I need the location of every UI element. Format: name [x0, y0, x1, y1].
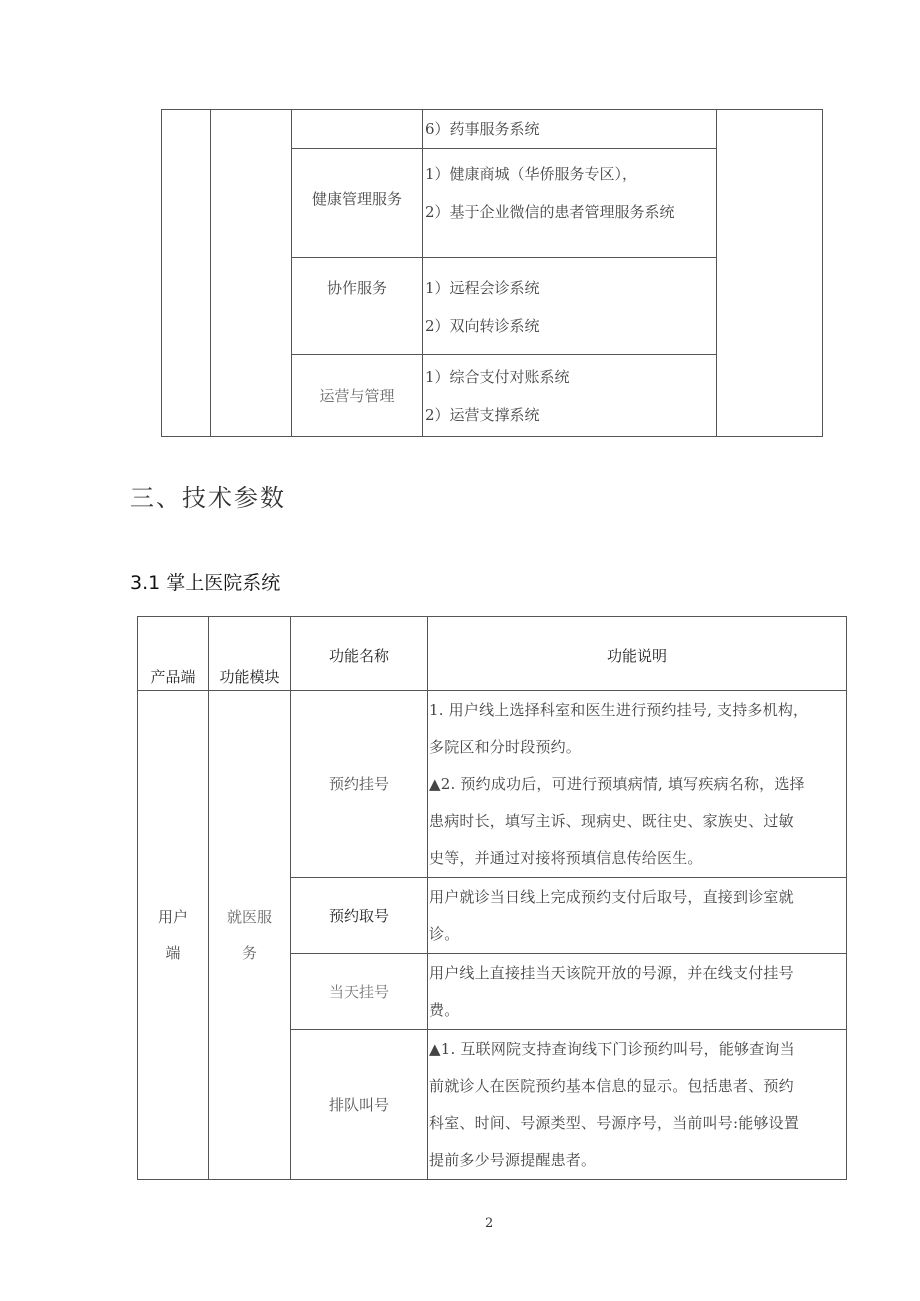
function-desc	[428, 1030, 847, 1180]
spec-table	[137, 616, 847, 1180]
desc-line: ▲2. 预约成功后，可进行预填病情, 填写疾病名称，选择	[429, 775, 805, 793]
desc-line: 提前多少号源提醒患者。	[429, 1151, 597, 1169]
product-cell	[138, 691, 209, 1180]
items-cell	[423, 149, 717, 258]
header-function-desc: 功能说明	[428, 617, 847, 691]
item-line: 2）基于企业微信的患者管理服务系统	[425, 203, 675, 221]
item-line: 2）运营支撑系统	[425, 405, 540, 424]
module-line: 务	[241, 944, 257, 962]
item-line: 1）健康商城（华侨服务专区），	[425, 165, 638, 183]
desc-line: 诊。	[429, 925, 460, 943]
desc-line: 患病时长，填写主诉、现病史、既往史、家族史、过敏	[429, 812, 794, 830]
desc-line: 史等，并通过对接将预填信息传给医生。	[429, 849, 703, 867]
items-cell	[423, 110, 717, 149]
header-product: 产品端	[138, 617, 209, 691]
module-cell: 协作服务	[292, 258, 423, 355]
desc-line: 1. 用户线上选择科室和医生进行预约挂号, 支持多机构，	[429, 701, 809, 719]
product-line: 用户	[157, 908, 188, 926]
desc-line: 科室、时间、号源类型、号源序号，当前叫号:能够设置	[429, 1114, 800, 1132]
desc-line: 费。	[429, 1001, 460, 1019]
desc-line: 多院区和分时段预约。	[429, 738, 582, 756]
section-heading: 三、技术参数	[130, 484, 286, 512]
item-line: 1）远程会诊系统	[425, 279, 540, 297]
empty-cell	[717, 110, 823, 437]
header-function-name: 功能名称	[291, 617, 428, 691]
upper-table	[161, 109, 823, 437]
module-cell	[292, 110, 423, 149]
function-name: 预约取号	[291, 878, 428, 954]
empty-cell	[162, 110, 211, 437]
module-cell: 运营与管理	[292, 355, 423, 437]
desc-line: ▲1. 互联网院支持查询线下门诊预约叫号，能够查询当	[429, 1040, 795, 1058]
desc-line: 用户就诊当日线上完成预约支付后取号，直接到诊室就	[429, 888, 794, 906]
item-line: 6）药事服务系统	[425, 120, 540, 138]
function-desc	[428, 691, 847, 878]
desc-line: 用户线上直接挂当天该院开放的号源，并在线支付挂号	[429, 964, 794, 982]
item-line: 2）双向转诊系统	[425, 317, 540, 335]
function-name: 预约挂号	[291, 691, 428, 878]
module-line: 就医服	[226, 908, 272, 926]
desc-line: 前就诊人在医院预约基本信息的显示。包括患者、预约	[429, 1077, 794, 1095]
subsection-heading: 3.1 掌上医院系统	[130, 572, 281, 594]
function-name: 排队叫号	[291, 1030, 428, 1180]
module-cell: 健康管理服务	[292, 149, 423, 258]
items-cell	[423, 258, 717, 355]
module-cell	[209, 691, 291, 1180]
page-number: 2	[485, 1216, 494, 1231]
empty-cell	[211, 110, 292, 437]
header-module: 功能模块	[209, 617, 291, 691]
function-desc	[428, 878, 847, 954]
function-desc	[428, 954, 847, 1030]
items-cell	[423, 355, 717, 437]
product-line: 端	[165, 944, 181, 962]
function-name: 当天挂号	[291, 954, 428, 1030]
item-line: 1）综合支付对账系统	[425, 367, 570, 386]
